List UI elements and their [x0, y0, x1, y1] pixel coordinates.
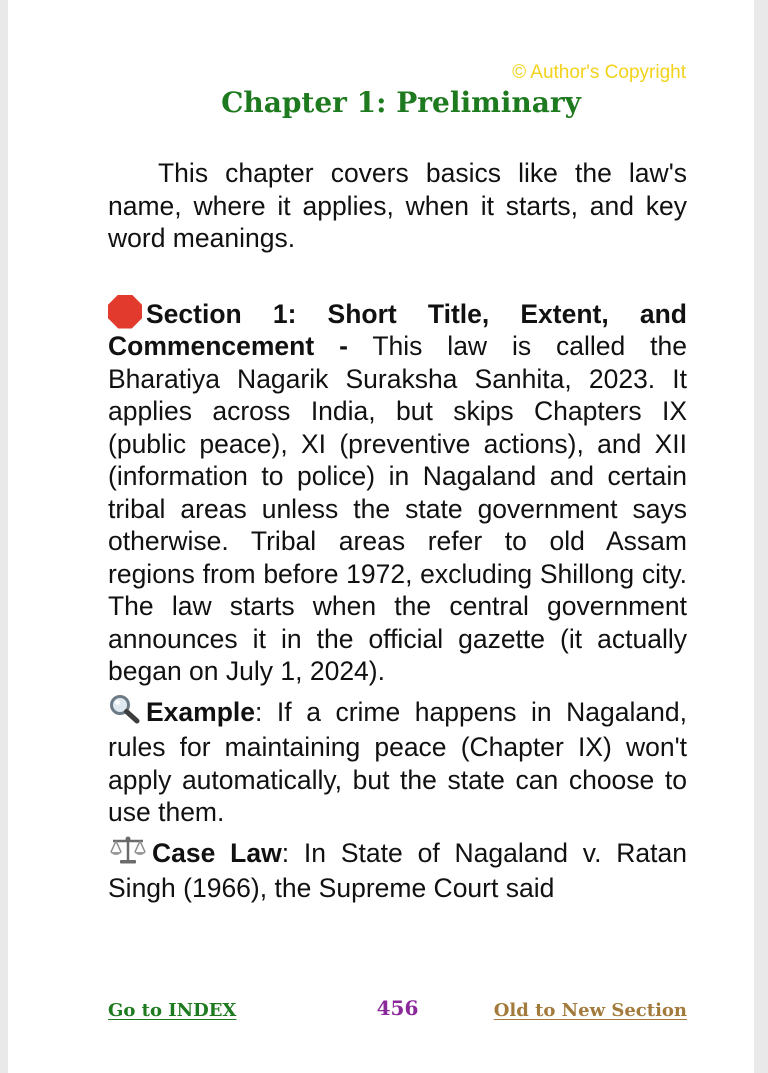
- section-1-text: This law is called the Bharatiya Nagarik Suraksha Sanhita, 2023. It applies across India, but skips Chapters IX (public peace), XI (preventive actions), and XII (information to police) in Nagaland and certain tribal areas unless the state government says otherwise. Tribal areas refer to old Assam regions from before 1972, excluding Shillong city. The law starts when the central government announces it in the official gazette (it actually began on July 1, 2024).: [108, 331, 688, 686]
- section-1-paragraph: [108, 295, 687, 688]
- old-to-new-section-link[interactable]: Old to New Section: [493, 1000, 687, 1021]
- intro-paragraph: This chapter covers basics like the law's name, where it applies, when it starts, and key word meanings.: [108, 158, 687, 253]
- section-1-title: Section 1: Short Title, Extent, and Commencement -: [108, 298, 687, 361]
- go-to-index-link[interactable]: Go to INDEX: [108, 1000, 237, 1021]
- stop-sign-icon: [108, 295, 142, 329]
- page-footer: [108, 996, 687, 1026]
- chapter-title: Chapter 1: Preliminary: [221, 86, 581, 119]
- example-text: : If a crime happens in Nagaland, rules for maintaining peace (Chapter IX) won't apply automatically, but the state can choose to use them.: [108, 696, 687, 827]
- copyright-notice: © Author's Copyright: [512, 62, 686, 83]
- case-law-paragraph: [108, 835, 687, 905]
- case-law-label: Case Law: [152, 837, 282, 868]
- magnifying-glass-icon: [108, 694, 142, 732]
- chapter-content: [108, 157, 687, 905]
- page-number: 456: [376, 996, 419, 1020]
- document-page: [8, 0, 754, 1073]
- example-label: Example: [146, 696, 256, 727]
- example-paragraph: [108, 694, 687, 829]
- case-law-text: : In State of Nagaland v. Ratan Singh (1966), the Supreme Court said: [108, 837, 687, 903]
- scales-icon: [108, 835, 148, 873]
